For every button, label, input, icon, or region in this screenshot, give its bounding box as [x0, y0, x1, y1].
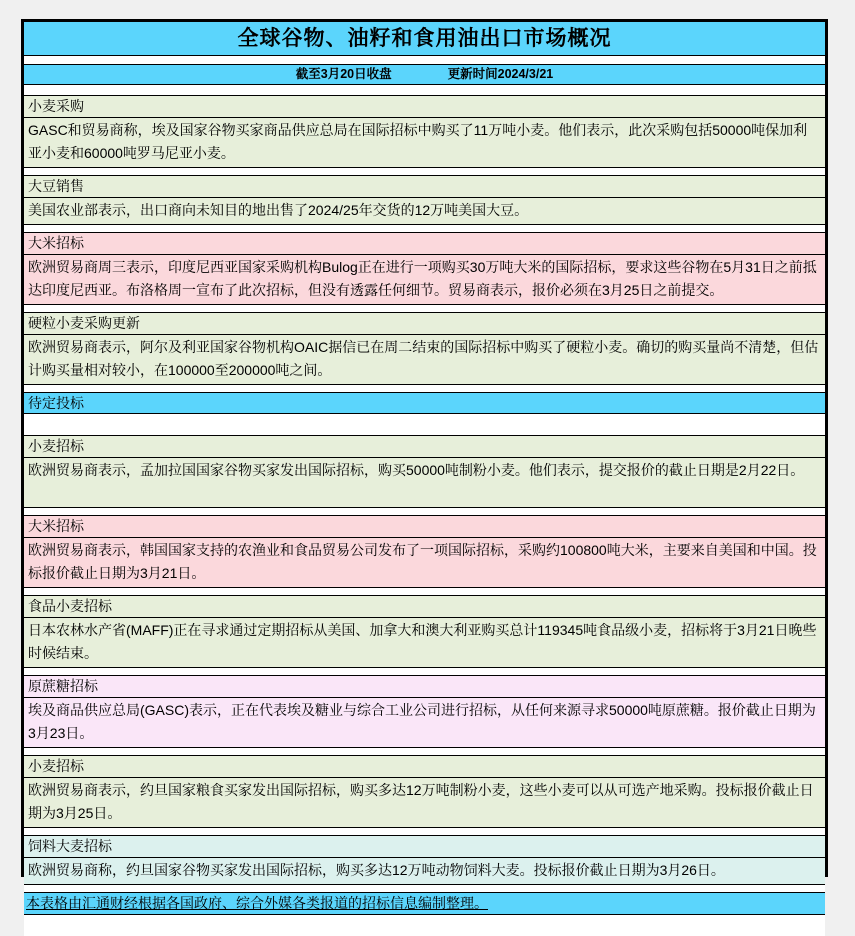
section-body: GASC和贸易商称，埃及国家谷物买家商品供应总局在国际招标中购买了11万吨小麦。他们表示，此次采购包括50000吨保加利亚小麦和60000吨罗马尼亚小麦。 — [28, 122, 808, 161]
spacer-row — [24, 414, 825, 435]
update-time-label: 更新时间2024/3/21 — [447, 67, 554, 81]
section-body: 欧洲贸易商周三表示，印度尼西亚国家采购机构Bulog正在进行一项购买30万吨大米的国际招标，要求这些谷物在5月31日之前抵达印度尼西亚。布洛格周一宣布了此次招标，但没有透露任何细节。贸易商表示，报价必须在3月25日之前提交。 — [28, 259, 817, 298]
spacer-row — [24, 508, 825, 515]
spacer-row — [24, 588, 825, 595]
section-body: 欧洲贸易商称，约旦国家谷物买家发出国际招标，购买多达12万吨动物饲料大麦。投标报价截止日期为3月26日。 — [28, 862, 725, 878]
news-section — [24, 595, 825, 668]
spacer-row — [24, 168, 825, 175]
section-header: 小麦采购 — [24, 96, 825, 118]
market-overview-table — [21, 19, 828, 911]
spacer-row — [24, 828, 825, 835]
section-header: 小麦招标 — [24, 436, 825, 458]
spacer-row — [24, 748, 825, 755]
section-header: 大米招标 — [24, 516, 825, 538]
section-body: 欧洲贸易商表示，阿尔及利亚国家谷物机构OAIC据信已在周二结束的国际招标中购买了硬粒小麦。确切的购买量尚不清楚，但估计购买量相对较小，在100000至200000吨之间。 — [28, 339, 819, 378]
section-body: 欧洲贸易商表示，孟加拉国国家谷物买家发出国际招标，购买50000吨制粉小麦。他们表示，提交报价的截止日期是2月22日。 — [28, 462, 805, 478]
spacer-row — [24, 225, 825, 232]
news-section — [24, 312, 825, 385]
spacer-row — [24, 305, 825, 312]
blocks — [24, 95, 825, 892]
section-header: 大米招标 — [24, 233, 825, 255]
as-of-label: 截至3月20日收盘 — [295, 67, 392, 81]
spacer-row — [24, 85, 825, 95]
footer-note: 本表格由汇通财经根据各国政府、综合外媒各类报道的招标信息编制整理。 — [26, 895, 488, 911]
spacer-row — [24, 385, 825, 392]
news-section — [24, 675, 825, 748]
section-header: 饲料大麦招标 — [24, 836, 825, 858]
news-section — [24, 755, 825, 828]
news-section — [24, 175, 825, 225]
section-body: 欧洲贸易商表示，约旦国家粮食买家发出国际招标，购买多达12万吨制粉小麦，这些小麦可以从可选产地采购。投标报价截止日期为3月25日。 — [28, 782, 814, 821]
section-body: 埃及商品供应总局(GASC)表示，正在代表埃及糖业与综合工业公司进行招标，从任何来源寻求50000吨原蔗糖。报价截止日期为3月23日。 — [28, 702, 816, 741]
section-body: 日本农林水产省(MAFF)正在寻求通过定期招标从美国、加拿大和澳大利亚购买总计119345吨食品级小麦，招标将于3月21日晚些时候结束。 — [28, 622, 817, 661]
pending-tenders-divider: 待定投标 — [24, 392, 825, 414]
section-body: 美国农业部表示，出口商向未知目的地出售了2024/25年交货的12万吨美国大豆。 — [28, 202, 529, 218]
update-info-bar — [24, 64, 825, 85]
section-header: 食品小麦招标 — [24, 596, 825, 618]
news-section — [24, 95, 825, 168]
footer-bar — [24, 892, 825, 915]
spacer-row — [24, 668, 825, 675]
spacer-row — [24, 915, 825, 936]
news-section — [24, 835, 825, 885]
section-header: 硬粒小麦采购更新 — [24, 313, 825, 335]
page-title: 全球谷物、油籽和食用油出口市场概况 — [24, 22, 825, 56]
section-header: 小麦招标 — [24, 756, 825, 778]
section-header: 大豆销售 — [24, 176, 825, 198]
spacer-row — [24, 885, 825, 892]
news-section — [24, 435, 825, 508]
section-body: 欧洲贸易商表示，韩国国家支持的农渔业和食品贸易公司发布了一项国际招标，采购约100800吨大米，主要来自美国和中国。投标报价截止日期为3月21日。 — [28, 542, 817, 581]
news-section — [24, 515, 825, 588]
section-header: 原蔗糖招标 — [24, 676, 825, 698]
news-section — [24, 232, 825, 305]
spacer-row — [24, 56, 825, 64]
